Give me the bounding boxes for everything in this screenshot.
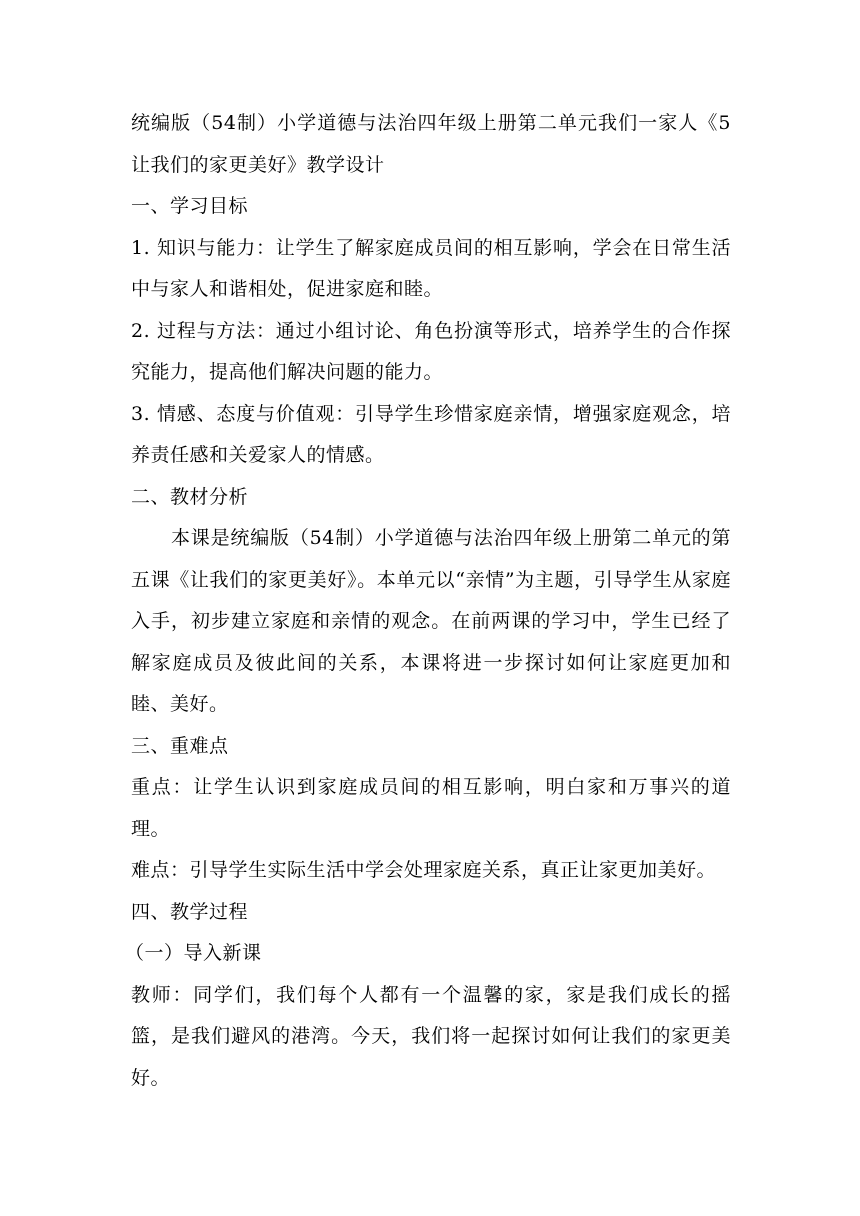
difficult-point-item: 难点：引导学生实际生活中学会处理家庭关系，真正让家更加美好。 xyxy=(131,859,717,881)
key-point-item: 重点：让学生认识到家庭成员间的相互影响，明白家和万事兴的道理。 xyxy=(131,776,731,840)
analysis-paragraph: 本课是统编版（54制）小学道德与法治四年级上册第二单元的第五课《让我们的家更美好》。本单元以“亲情”为主题，引导学生从家庭入手，初步建立家庭和亲情的观念。在前两课的学习中，学生已经了解家庭成员及彼此间的关系，本课将进一步探讨如何让家庭更加和睦、美好。 xyxy=(131,527,731,715)
document-page xyxy=(125,103,731,1099)
introduction-paragraph: 教师：同学们，我们每个人都有一个温馨的家，家是我们成长的摇篮，是我们避风的港湾。今天，我们将一起探讨如何让我们的家更美好。 xyxy=(131,983,731,1089)
objective-item-2: 2. 过程与方法：通过小组讨论、角色扮演等形式，培养学生的合作探究能力，提高他们解决问题的能力。 xyxy=(131,319,731,383)
document-title: 统编版（54制）小学道德与法治四年级上册第二单元我们一家人《5让我们的家更美好》教学设计 xyxy=(131,112,731,176)
section-heading-objectives: 一、学习目标 xyxy=(131,195,249,217)
objective-item-3: 3. 情感、态度与价值观：引导学生珍惜家庭亲情，增强家庭观念，培养责任感和关爱家人的情感。 xyxy=(131,402,731,466)
section-heading-process: 四、教学过程 xyxy=(131,900,249,923)
section-heading-analysis: 二、教材分析 xyxy=(131,485,249,508)
subheading-introduction: （一）导入新课 xyxy=(125,942,262,964)
section-heading-key-points: 三、重难点 xyxy=(131,734,229,757)
objective-item-1: 1. 知识与能力：让学生了解家庭成员间的相互影响，学会在日常生活中与家人和谐相处，促进家庭和睦。 xyxy=(131,236,731,300)
